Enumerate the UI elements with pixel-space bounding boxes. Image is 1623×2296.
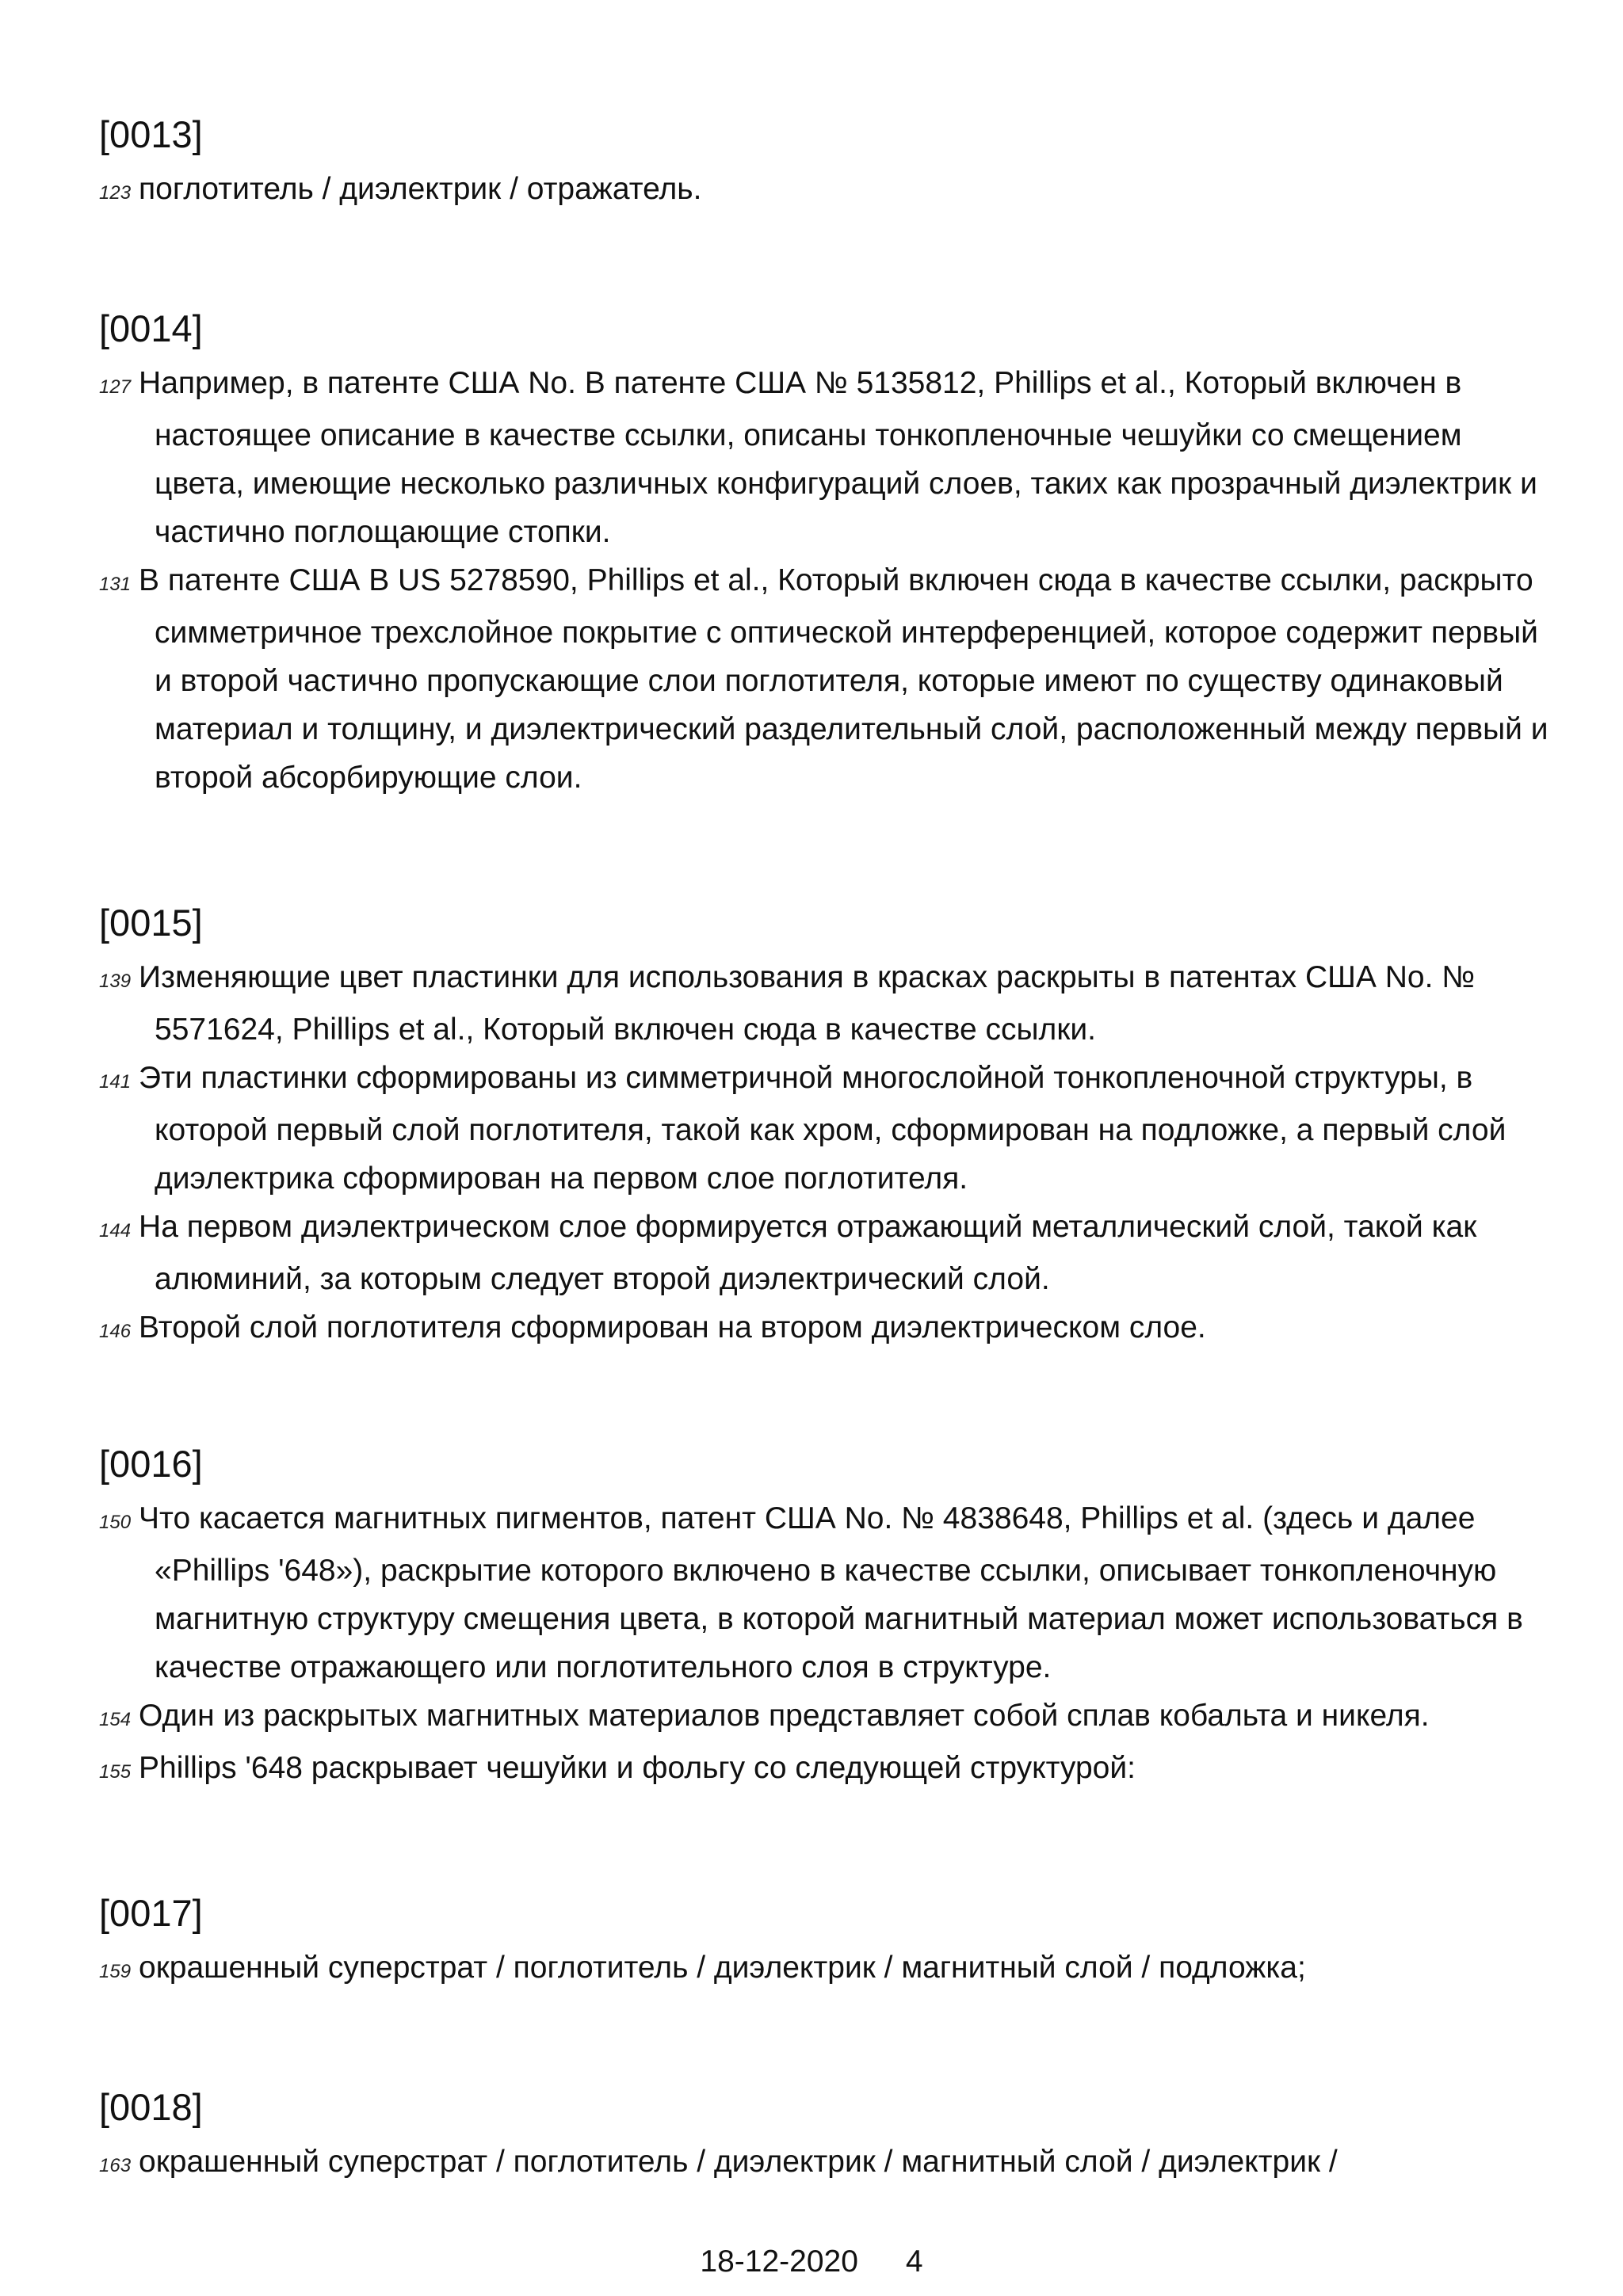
- sentence: [99, 1303, 1549, 1356]
- line-number: 144: [99, 1220, 132, 1241]
- sentence: [99, 1494, 1549, 1691]
- paragraph-0014: [99, 305, 1549, 802]
- line-number: 123: [99, 182, 132, 204]
- paragraph-0018: [99, 2084, 1338, 2190]
- line-number: 146: [99, 1321, 132, 1342]
- paragraph-number: [0016]: [99, 1443, 203, 1485]
- paragraph-number: [0017]: [99, 1892, 203, 1934]
- line-number: 155: [99, 1761, 132, 1783]
- line-number: 141: [99, 1071, 132, 1093]
- sentence-text: Например, в патенте США No. В патенте США № 5135812, Phillips et al., Который включен в настоящее описание в качестве ссылки, описаны тонкопленочные чешуйки со смещением цвета, имеющие несколько различных конфигураций слоев, таких как прозрачный диэлектрик и частично поглощающие стопки.: [139, 366, 1537, 549]
- sentence-text: Phillips '648 раскрывает чешуйки и фольгу со следующей структурой:: [139, 1751, 1136, 1785]
- sentence-text: Второй слой поглотителя сформирован на втором диэлектрическом слое.: [139, 1310, 1206, 1344]
- sentence-text: В патенте США B US 5278590, Phillips et al., Который включен сюда в качестве ссылки, раскрыто симметричное трехслойное покрытие с оптической интерференцией, которое содержит первый и второй частично пропускающие слои поглотителя, которые имеют по существу одинаковый материал и толщину, и диэлектрический разделительный слой, расположенный между первый и второй абсорбирующие слои.: [139, 563, 1549, 795]
- sentence-text: Эти пластинки сформированы из симметричной многослойной тонкопленочной структуры, в которой первый слой поглотителя, такой как хром, сформирован на подложке, а первый слой диэлектрика сформирован на первом слое поглотителя.: [139, 1061, 1507, 1196]
- page-footer: [0, 2242, 1623, 2282]
- sentence: [99, 556, 1549, 802]
- paragraph-number: [0018]: [99, 2086, 203, 2128]
- sentence-text: Один из раскрытых магнитных материалов представляет собой сплав кобальта и никеля.: [139, 1699, 1430, 1733]
- line-number: 131: [99, 574, 132, 595]
- sentence-text: Изменяющие цвет пластинки для использования в красках раскрыты в патентах США No. № 5571624, Phillips et al., Который включен сюда в качестве ссылки.: [139, 960, 1476, 1047]
- sentence: [99, 1054, 1549, 1203]
- paragraph-number: [0014]: [99, 307, 203, 349]
- sentence-text: окрашенный суперстрат / поглотитель / диэлектрик / магнитный слой / диэлектрик /: [139, 2145, 1338, 2179]
- sentence: [99, 359, 1549, 556]
- paragraph-number: [0013]: [99, 113, 203, 155]
- sentence-text: Что касается магнитных пигментов, патент США No. № 4838648, Phillips et al. (здесь и далее «Phillips '648»), раскрытие которого включено в качестве ссылки, описывает тонкопленочную магнитную структуру смещения цвета, в которой магнитный материал может использоваться в качестве отражающего или поглотительного слоя в структуре.: [139, 1501, 1523, 1684]
- sentence: [99, 1691, 1549, 1744]
- line-number: 139: [99, 971, 132, 992]
- paragraph-0016: [99, 1440, 1549, 1796]
- line-number: 150: [99, 1512, 132, 1533]
- sentence-text: На первом диэлектрическом слое формируется отражающий металлический слой, такой как алюминий, за которым следует второй диэлектрический слой.: [139, 1210, 1477, 1296]
- line-number: 127: [99, 376, 132, 398]
- line-number: 163: [99, 2155, 132, 2176]
- sentence-text: окрашенный суперстрат / поглотитель / диэлектрик / магнитный слой / подложка;: [139, 1951, 1306, 1985]
- footer-date: 18-12-2020: [700, 2245, 858, 2279]
- sentence: [99, 1203, 1549, 1303]
- paragraph-0017: [99, 1890, 1306, 1996]
- sentence: [99, 953, 1549, 1054]
- sentence: [99, 165, 701, 217]
- sentence: [99, 2138, 1338, 2190]
- paragraph-number: [0015]: [99, 902, 203, 944]
- sentence: [99, 1943, 1306, 1996]
- paragraph-0015: [99, 899, 1549, 1356]
- page-number: 4: [905, 2245, 923, 2279]
- paragraph-0013: [99, 111, 701, 217]
- line-number: 154: [99, 1709, 132, 1730]
- sentence: [99, 1744, 1549, 1796]
- sentence-text: поглотитель / диэлектрик / отражатель.: [139, 172, 702, 206]
- line-number: 159: [99, 1961, 132, 1982]
